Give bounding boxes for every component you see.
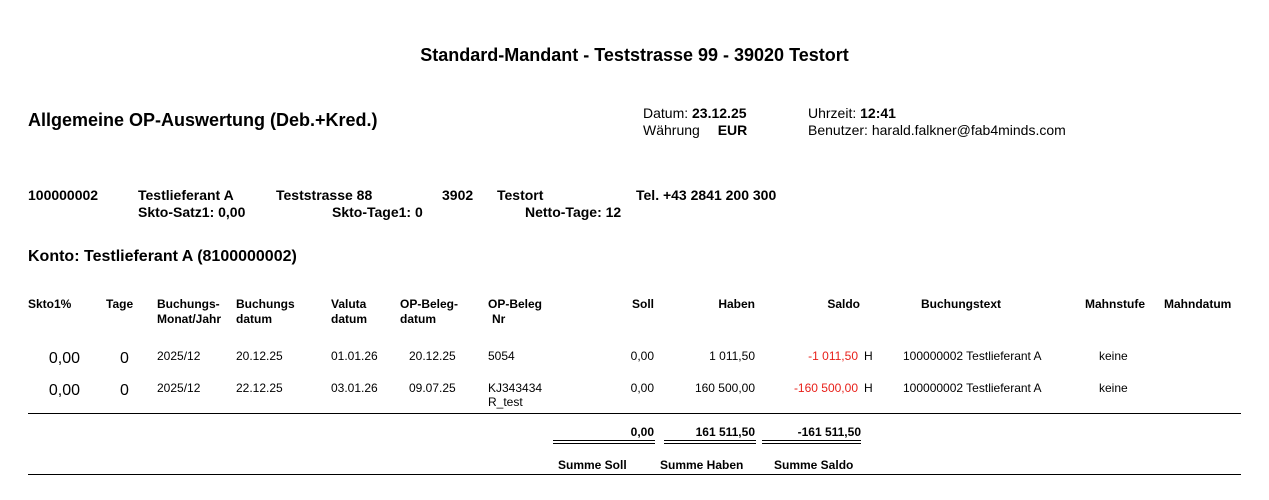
col-buchungs-monat xyxy=(157,297,221,327)
row-mahnstufe: keine xyxy=(1099,381,1128,395)
netto-tage: Netto-Tage: 12 xyxy=(525,204,622,220)
row-haben: 1 011,50 xyxy=(709,349,755,363)
datum-value: 23.12.25 xyxy=(692,105,747,121)
col-tage: Tage xyxy=(106,297,134,311)
row-monat: 2025/12 xyxy=(157,381,201,395)
row-opnr xyxy=(488,381,542,409)
row-soll-haben-flag: H xyxy=(864,381,873,395)
total-saldo: -161 511,50 xyxy=(797,425,861,439)
col-opbeleg-nr xyxy=(488,297,542,327)
col-valuta xyxy=(331,297,367,327)
uhrzeit-line xyxy=(808,105,896,121)
skto-satz: Skto-Satz1: 0,00 xyxy=(138,204,246,220)
col-mahnstufe: Mahnstufe xyxy=(1085,297,1145,311)
waehrung-line xyxy=(643,122,747,138)
col-valuta-line1: Valuta xyxy=(331,297,367,311)
partner-zip: 3902 xyxy=(442,187,474,203)
col-buchungstext: Buchungstext xyxy=(921,297,1002,311)
row-soll: 0,00 xyxy=(630,381,654,395)
col-buchungs-datum-line2: datum xyxy=(236,312,272,326)
bottom-separator xyxy=(28,474,1241,475)
col-buchungs-monat-line1: Buchungs- xyxy=(157,297,220,311)
total-saldo-double-underline xyxy=(762,440,861,444)
benutzer-line xyxy=(808,122,1066,138)
row-saldo: -160 500,00 xyxy=(793,381,858,395)
row-opnr-line1: KJ343434 xyxy=(488,381,543,395)
partner-phone: Tel. +43 2841 200 300 xyxy=(636,187,777,203)
konto-title: Konto: Testlieferant A (8100000002) xyxy=(28,248,297,265)
uhrzeit-value: 12:41 xyxy=(860,105,896,121)
row-soll: 0,00 xyxy=(630,349,654,363)
benutzer-label: Benutzer: xyxy=(808,122,868,138)
row-skto: 0,00 xyxy=(48,350,80,367)
col-saldo: Saldo xyxy=(827,297,860,311)
datum-label: Datum: xyxy=(643,105,689,121)
partner-street: Teststrasse 88 xyxy=(276,187,373,203)
row-buchungsdatum: 22.12.25 xyxy=(236,381,283,395)
partner-name: Testlieferant A xyxy=(138,187,234,203)
table-separator xyxy=(28,413,1241,414)
company-header xyxy=(0,45,1269,66)
row-buchungstext: 100000002 Testlieferant A xyxy=(903,381,1042,395)
row-tage: 0 xyxy=(120,382,129,399)
summe-saldo-label: Summe Saldo xyxy=(774,458,854,472)
waehrung-label: Währung xyxy=(643,122,700,138)
row-valuta: 03.01.26 xyxy=(331,381,378,395)
row-valuta: 01.01.26 xyxy=(331,349,378,363)
uhrzeit-label: Uhrzeit: xyxy=(808,105,857,121)
col-opbeleg-datum xyxy=(400,297,458,327)
col-haben: Haben xyxy=(718,297,755,311)
row-monat: 2025/12 xyxy=(157,349,201,363)
col-buchungs-datum-line1: Buchungs xyxy=(236,297,295,311)
row-soll-haben-flag: H xyxy=(864,349,873,363)
row-buchungsdatum: 20.12.25 xyxy=(236,349,283,363)
total-soll-double-underline xyxy=(553,440,655,444)
col-opbeleg-datum-line1: OP-Beleg- xyxy=(400,297,459,311)
skto-tage: Skto-Tage1: 0 xyxy=(332,204,423,220)
col-mahndatum: Mahndatum xyxy=(1164,297,1232,311)
row-opnr-line2: R_test xyxy=(488,395,523,409)
waehrung-value: EUR xyxy=(717,122,748,138)
row-opdatum: 09.07.25 xyxy=(409,381,456,395)
col-opbeleg-nr-line1: OP-Beleg xyxy=(488,297,543,311)
col-buchungs-monat-line2: Monat/Jahr xyxy=(157,312,222,326)
summe-soll-label: Summe Soll xyxy=(558,458,627,472)
col-opbeleg-nr-line2: Nr xyxy=(492,312,506,326)
row-tage: 0 xyxy=(120,350,129,367)
partner-number: 100000002 xyxy=(28,187,99,203)
total-haben: 161 511,50 xyxy=(695,425,755,439)
col-buchungs-datum xyxy=(236,297,295,327)
row-skto: 0,00 xyxy=(48,382,80,399)
partner-city: Testort xyxy=(497,187,544,203)
col-soll: Soll xyxy=(631,297,654,311)
summe-haben-label: Summe Haben xyxy=(660,458,744,472)
row-buchungstext: 100000002 Testlieferant A xyxy=(903,349,1042,363)
row-opdatum: 20.12.25 xyxy=(409,349,456,363)
row-haben: 160 500,00 xyxy=(694,381,755,395)
report-title: Allgemeine OP-Auswertung (Deb.+Kred.) xyxy=(28,110,378,130)
row-opnr xyxy=(488,349,515,363)
col-skto: Skto1% xyxy=(28,297,72,311)
company-header-text: Standard-Mandant - Teststrasse 99 - 39020 Testort xyxy=(420,45,849,65)
total-haben-double-underline xyxy=(664,440,756,444)
row-opnr-line1: 5054 xyxy=(488,349,515,363)
row-mahnstufe: keine xyxy=(1099,349,1128,363)
benutzer-value: harald.falkner@fab4minds.com xyxy=(871,122,1066,138)
datum-line xyxy=(643,105,747,121)
col-opbeleg-datum-line2: datum xyxy=(400,312,436,326)
total-soll: 0,00 xyxy=(630,425,654,439)
row-saldo: -1 011,50 xyxy=(808,349,858,363)
col-valuta-line2: datum xyxy=(331,312,367,326)
